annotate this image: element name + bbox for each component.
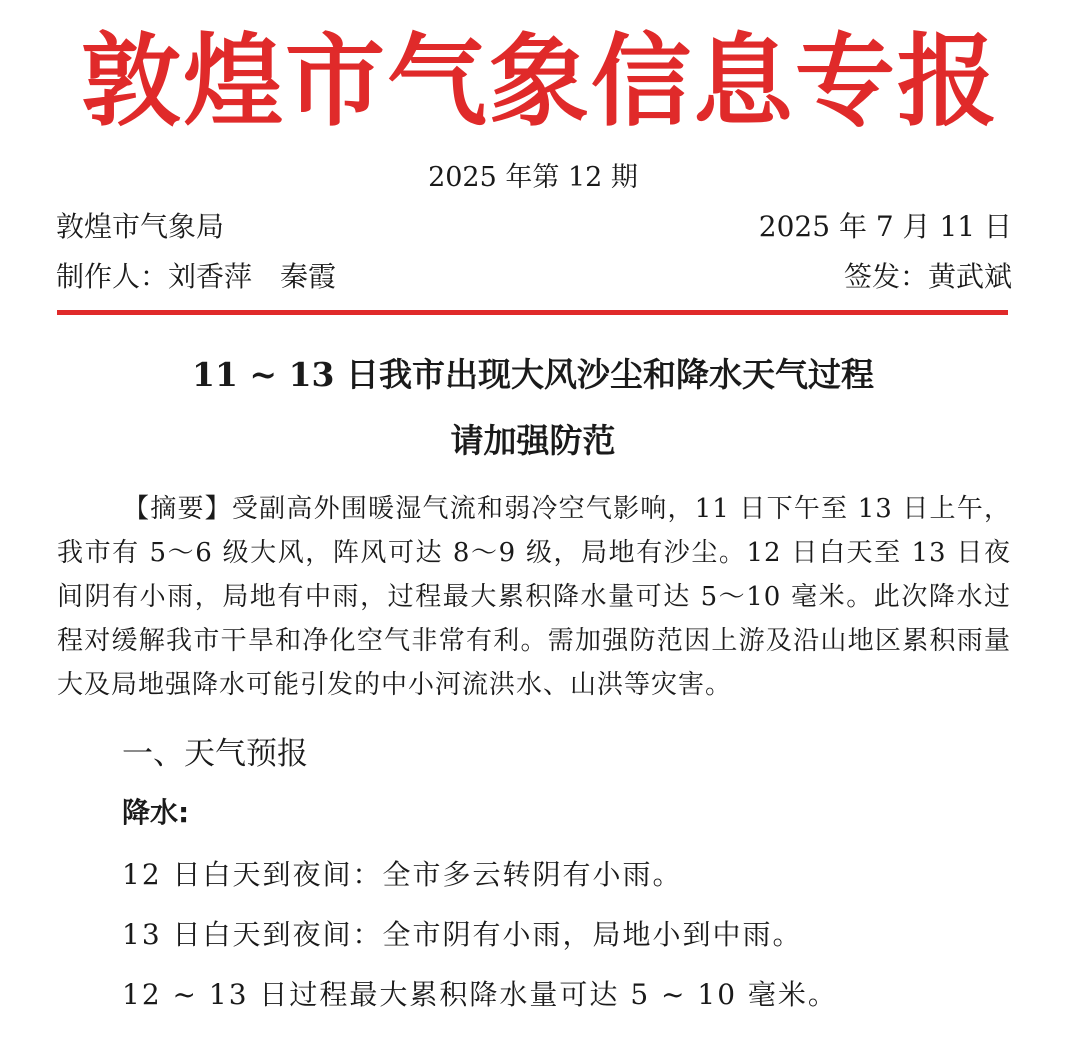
agency-name: 敦煌市气象局: [56, 210, 225, 243]
headline-line-2: 请加强防范: [450, 421, 616, 460]
issue-date: 2025 年 7 月 11 日: [758, 210, 1012, 243]
producer-label: 制作人：刘香萍: [56, 260, 253, 293]
red-divider: [57, 310, 1008, 315]
headline-line-1: 11 ~ 13 日我市出现大风沙尘和降水天气过程: [192, 355, 874, 394]
abstract-text: 【摘要】受副高外围暖湿气流和弱冷空气影响，11 日下午至 13 日上午，我市有 5～6 级大风，阵风可达 8～9 级，局地有沙尘。12 日白天至 13 日夜间阴有小雨，局地有中雨，过程最大累积降水量可达 5～10 毫米。此次降水过程对缓解我市干旱和净化空气非常有利。需加强防范因上游及沿山地区累积雨量大及局地强降水可能引发的中小河流洪水、山洪等灾害。: [57, 494, 1011, 700]
masthead-title: 敦煌市气象信息专报: [81, 23, 999, 140]
signoff: 签发：黄武斌: [843, 260, 1012, 293]
producer-second: 秦霞: [280, 260, 337, 293]
forecast-line: 12 日白天到夜间：全市多云转阴有小雨。: [122, 858, 683, 891]
forecast-line: 13 日白天到夜间：全市阴有小雨，局地小到中雨。: [122, 918, 803, 951]
issue-number: 2025 年第 12 期: [428, 162, 638, 193]
section-title-forecast: 一、天气预报: [122, 736, 308, 772]
abstract-paragraph: [57, 487, 1011, 707]
producers: [56, 257, 336, 297]
subsection-title-precipitation: 降水:: [122, 796, 190, 829]
forecast-line: 12 ~ 13 日过程最大累积降水量可达 5 ~ 10 毫米。: [122, 978, 838, 1011]
